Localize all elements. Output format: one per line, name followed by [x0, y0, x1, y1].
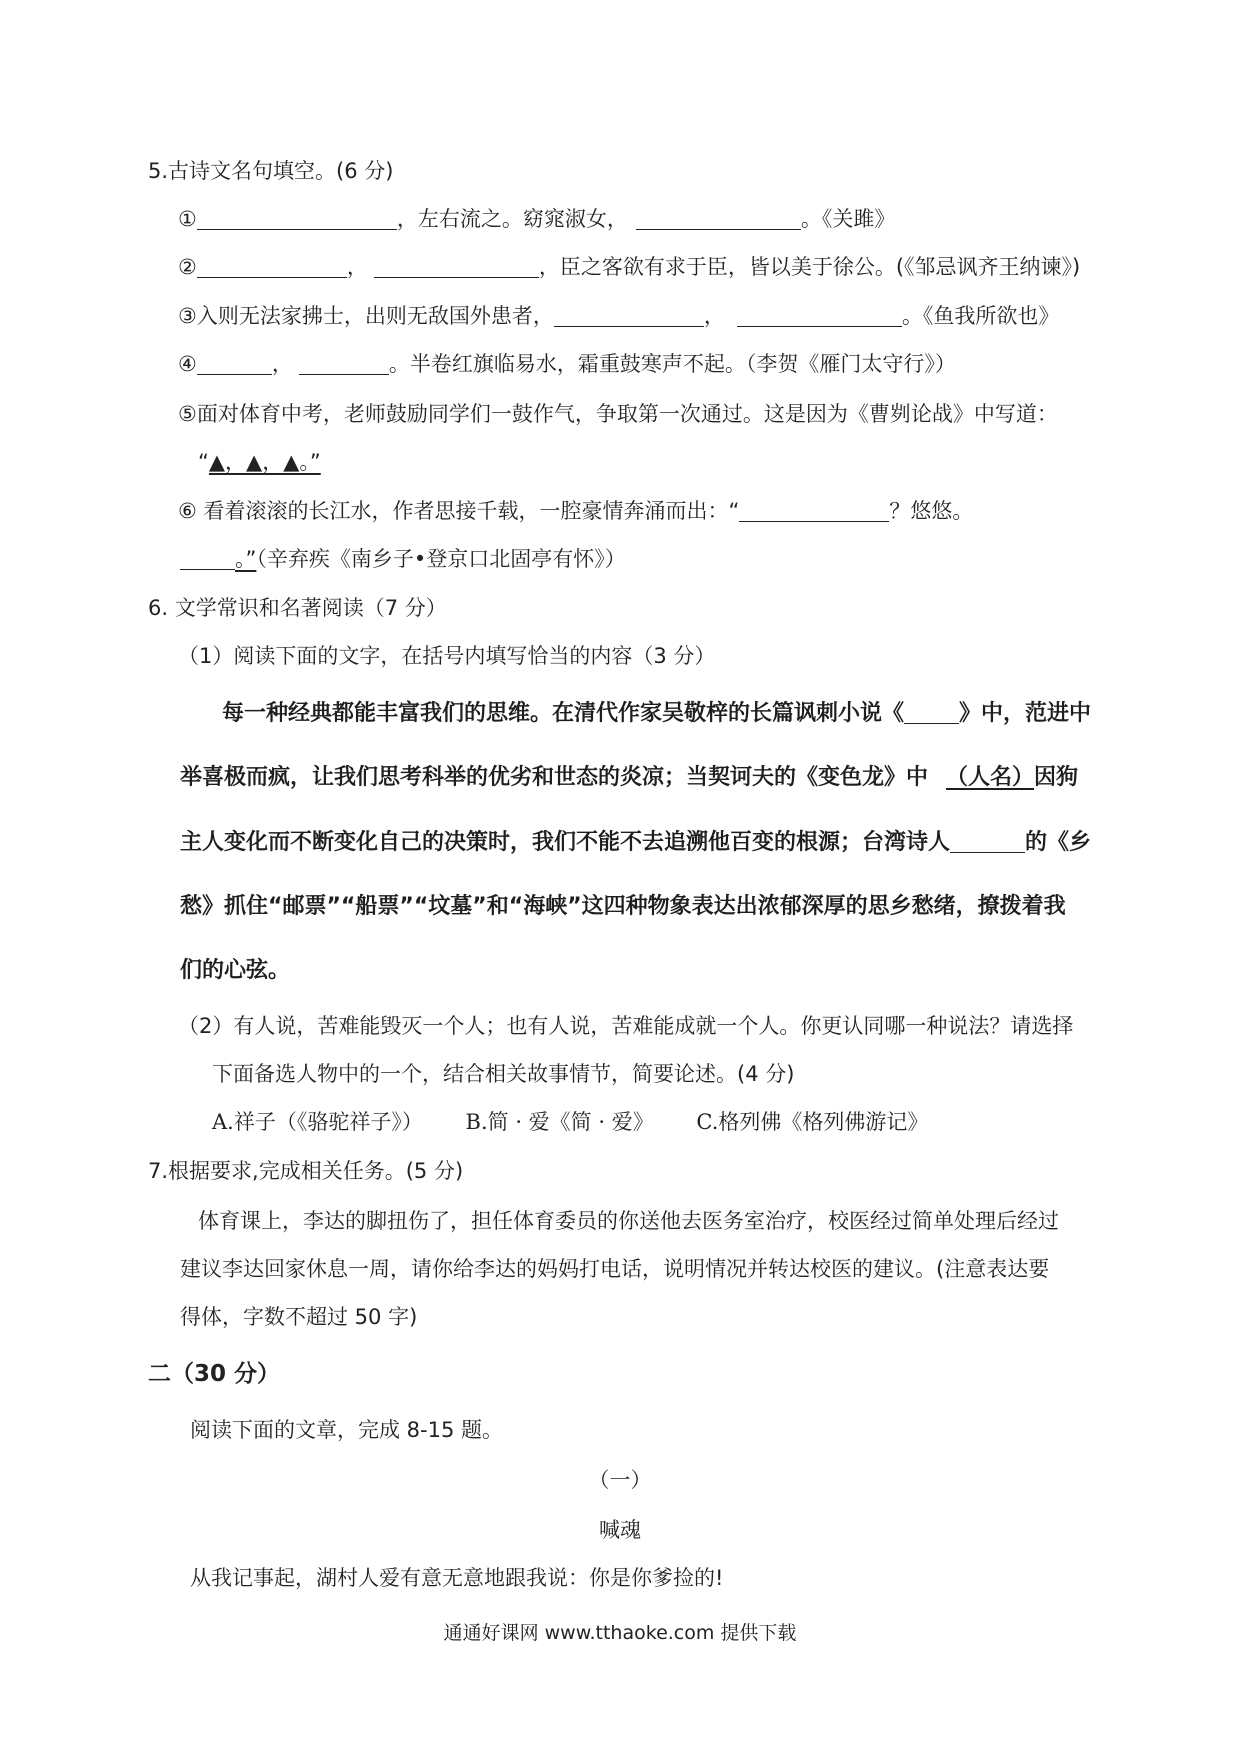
q6-paragraph-line-5: 们的心弦。	[180, 958, 291, 983]
poem-text: ，左右流之。窈窕淑女，	[396, 207, 628, 231]
quote-mark: “	[198, 450, 209, 474]
q6-paragraph-line-3	[180, 829, 1091, 857]
article-first-line: 从我记事起，湖村人爱有意无意地跟我说：你是你爹捡的!	[190, 1566, 724, 1590]
paragraph-text: 主人变化而不断变化自己的决策时，我们不能不去追溯他百变的根源；台湾诗人	[180, 830, 951, 855]
poem-text: 。半卷红旗临易水，霜重鼓寒声不起。（李贺《雁门太守行》）	[388, 352, 956, 376]
name-blank[interactable]: （人名）	[946, 765, 1035, 790]
option-c: C.格列佛《格列佛游记》	[696, 1110, 929, 1134]
q6-paragraph-line-1	[222, 700, 1091, 728]
separator: ，	[703, 304, 725, 328]
q6-part2-line-1: （2）有人说，苦难能毁灭一个人；也有人说，苦难能成就一个人。你更认同哪一种说法？请选择	[178, 1014, 1074, 1038]
q5-line-3	[178, 302, 1059, 330]
answer-blank[interactable]	[299, 352, 389, 375]
poem-text: ③入则无法家拂士，出则无敌国外患者，	[178, 304, 554, 328]
paragraph-text: 》中，范进中	[959, 701, 1092, 726]
answer-blank[interactable]	[904, 701, 959, 724]
poem-text: ⑥ 看着滚滚的长江水，作者思接千载，一腔豪情奔涌而出：“	[178, 499, 740, 523]
q6-part2-line-2: 下面备选人物中的一个，结合相关故事情节，简要论述。(4 分)	[212, 1062, 795, 1086]
answer-blank[interactable]	[197, 352, 272, 375]
answer-blank[interactable]	[197, 207, 397, 230]
poem-text: ？悠悠。	[889, 499, 974, 523]
q5-line-5: ⑤面对体育中考，老师鼓励同学们一鼓作气，争取第一次通过。这是因为《曹刿论战》中写道：	[178, 402, 1058, 426]
paragraph-text: 举喜极而疯，让我们思考科举的优劣和世态的炎凉；当契诃夫的《变色龙》中	[180, 765, 929, 790]
answer-blank[interactable]	[950, 830, 1025, 853]
q6-paragraph-line-4: 愁》抓住“邮票”“船票”“坟墓”和“海峡”这四种物象表达出浓郁深厚的思乡愁绪，撩拨着我	[180, 894, 1066, 919]
answer-blank[interactable]	[739, 499, 889, 522]
footer-text: 通通好课网 www.tthaoke.com 提供下载	[443, 1622, 797, 1644]
q7-title: 7.根据要求,完成相关任务。(5 分)	[148, 1159, 464, 1183]
section-2-title: 二（30 分）	[148, 1361, 281, 1387]
q6-part1-title: （1）阅读下面的文字，在括号内填写恰当的内容（3 分）	[178, 644, 716, 668]
answer-blank[interactable]	[197, 255, 347, 278]
q7-line-2: 建议李达回家休息一周，请你给李达的妈妈打电话，说明情况并转达校医的建议。(注意表达要	[180, 1257, 1050, 1281]
paragraph-text: 每一种经典都能丰富我们的思维。在清代作家吴敬梓的长篇讽刺小说《	[222, 701, 905, 726]
q5-line-6	[178, 497, 973, 525]
circled-number: ①	[178, 207, 197, 231]
q5-line-2	[178, 253, 1080, 281]
option-b: B.简 · 爱《简 · 爱》	[465, 1110, 654, 1134]
q5-line-1	[178, 205, 895, 233]
separator: ，	[346, 255, 368, 279]
article-title: 喊魂	[599, 1518, 641, 1542]
q7-line-1: 体育课上，李达的脚扭伤了，担任体育委员的你送他去医务室治疗，校医经过简单处理后经过	[198, 1209, 1059, 1233]
source-text: 。《关雎》	[800, 207, 896, 231]
answer-blank[interactable]	[737, 304, 902, 327]
answer-placeholder: ▲，▲，▲。”	[208, 450, 321, 474]
source-text: 。《鱼我所欲也》	[901, 304, 1060, 328]
source-text: （辛弃疾《南乡子•登京口北固亭有怀》）	[256, 547, 626, 571]
q6-options	[212, 1108, 928, 1136]
q5-title: 5.古诗文名句填空。(6 分)	[148, 159, 394, 183]
section-2-intro: 阅读下面的文章，完成 8-15 题。	[190, 1418, 504, 1442]
circled-number: ④	[178, 352, 197, 376]
article-part-label: （一）	[588, 1468, 652, 1492]
answer-blank[interactable]	[374, 255, 539, 278]
answer-blank[interactable]	[554, 304, 704, 327]
q5-line-7	[180, 545, 626, 573]
circled-number: ②	[178, 255, 197, 279]
option-a: A.祥子（《骆驼祥子》）	[212, 1110, 423, 1134]
answer-blank[interactable]	[636, 207, 801, 230]
paragraph-text: 因狗	[1034, 765, 1079, 790]
separator: ，	[271, 352, 293, 376]
q5-line-4	[178, 350, 956, 378]
paragraph-text: 的《乡	[1025, 830, 1092, 855]
q7-line-3: 得体，字数不超过 50 字)	[180, 1305, 418, 1329]
answer-end: 。”	[235, 547, 257, 571]
q5-line-5-answer	[198, 448, 321, 476]
answer-blank[interactable]	[180, 547, 235, 570]
q6-paragraph-line-2	[180, 764, 1078, 792]
poem-text: ，臣之客欲有求于臣，皆以美于徐公。(《邹忌讽齐王纳谏》)	[538, 255, 1081, 279]
q6-title: 6. 文学常识和名著阅读（7 分）	[148, 596, 447, 620]
